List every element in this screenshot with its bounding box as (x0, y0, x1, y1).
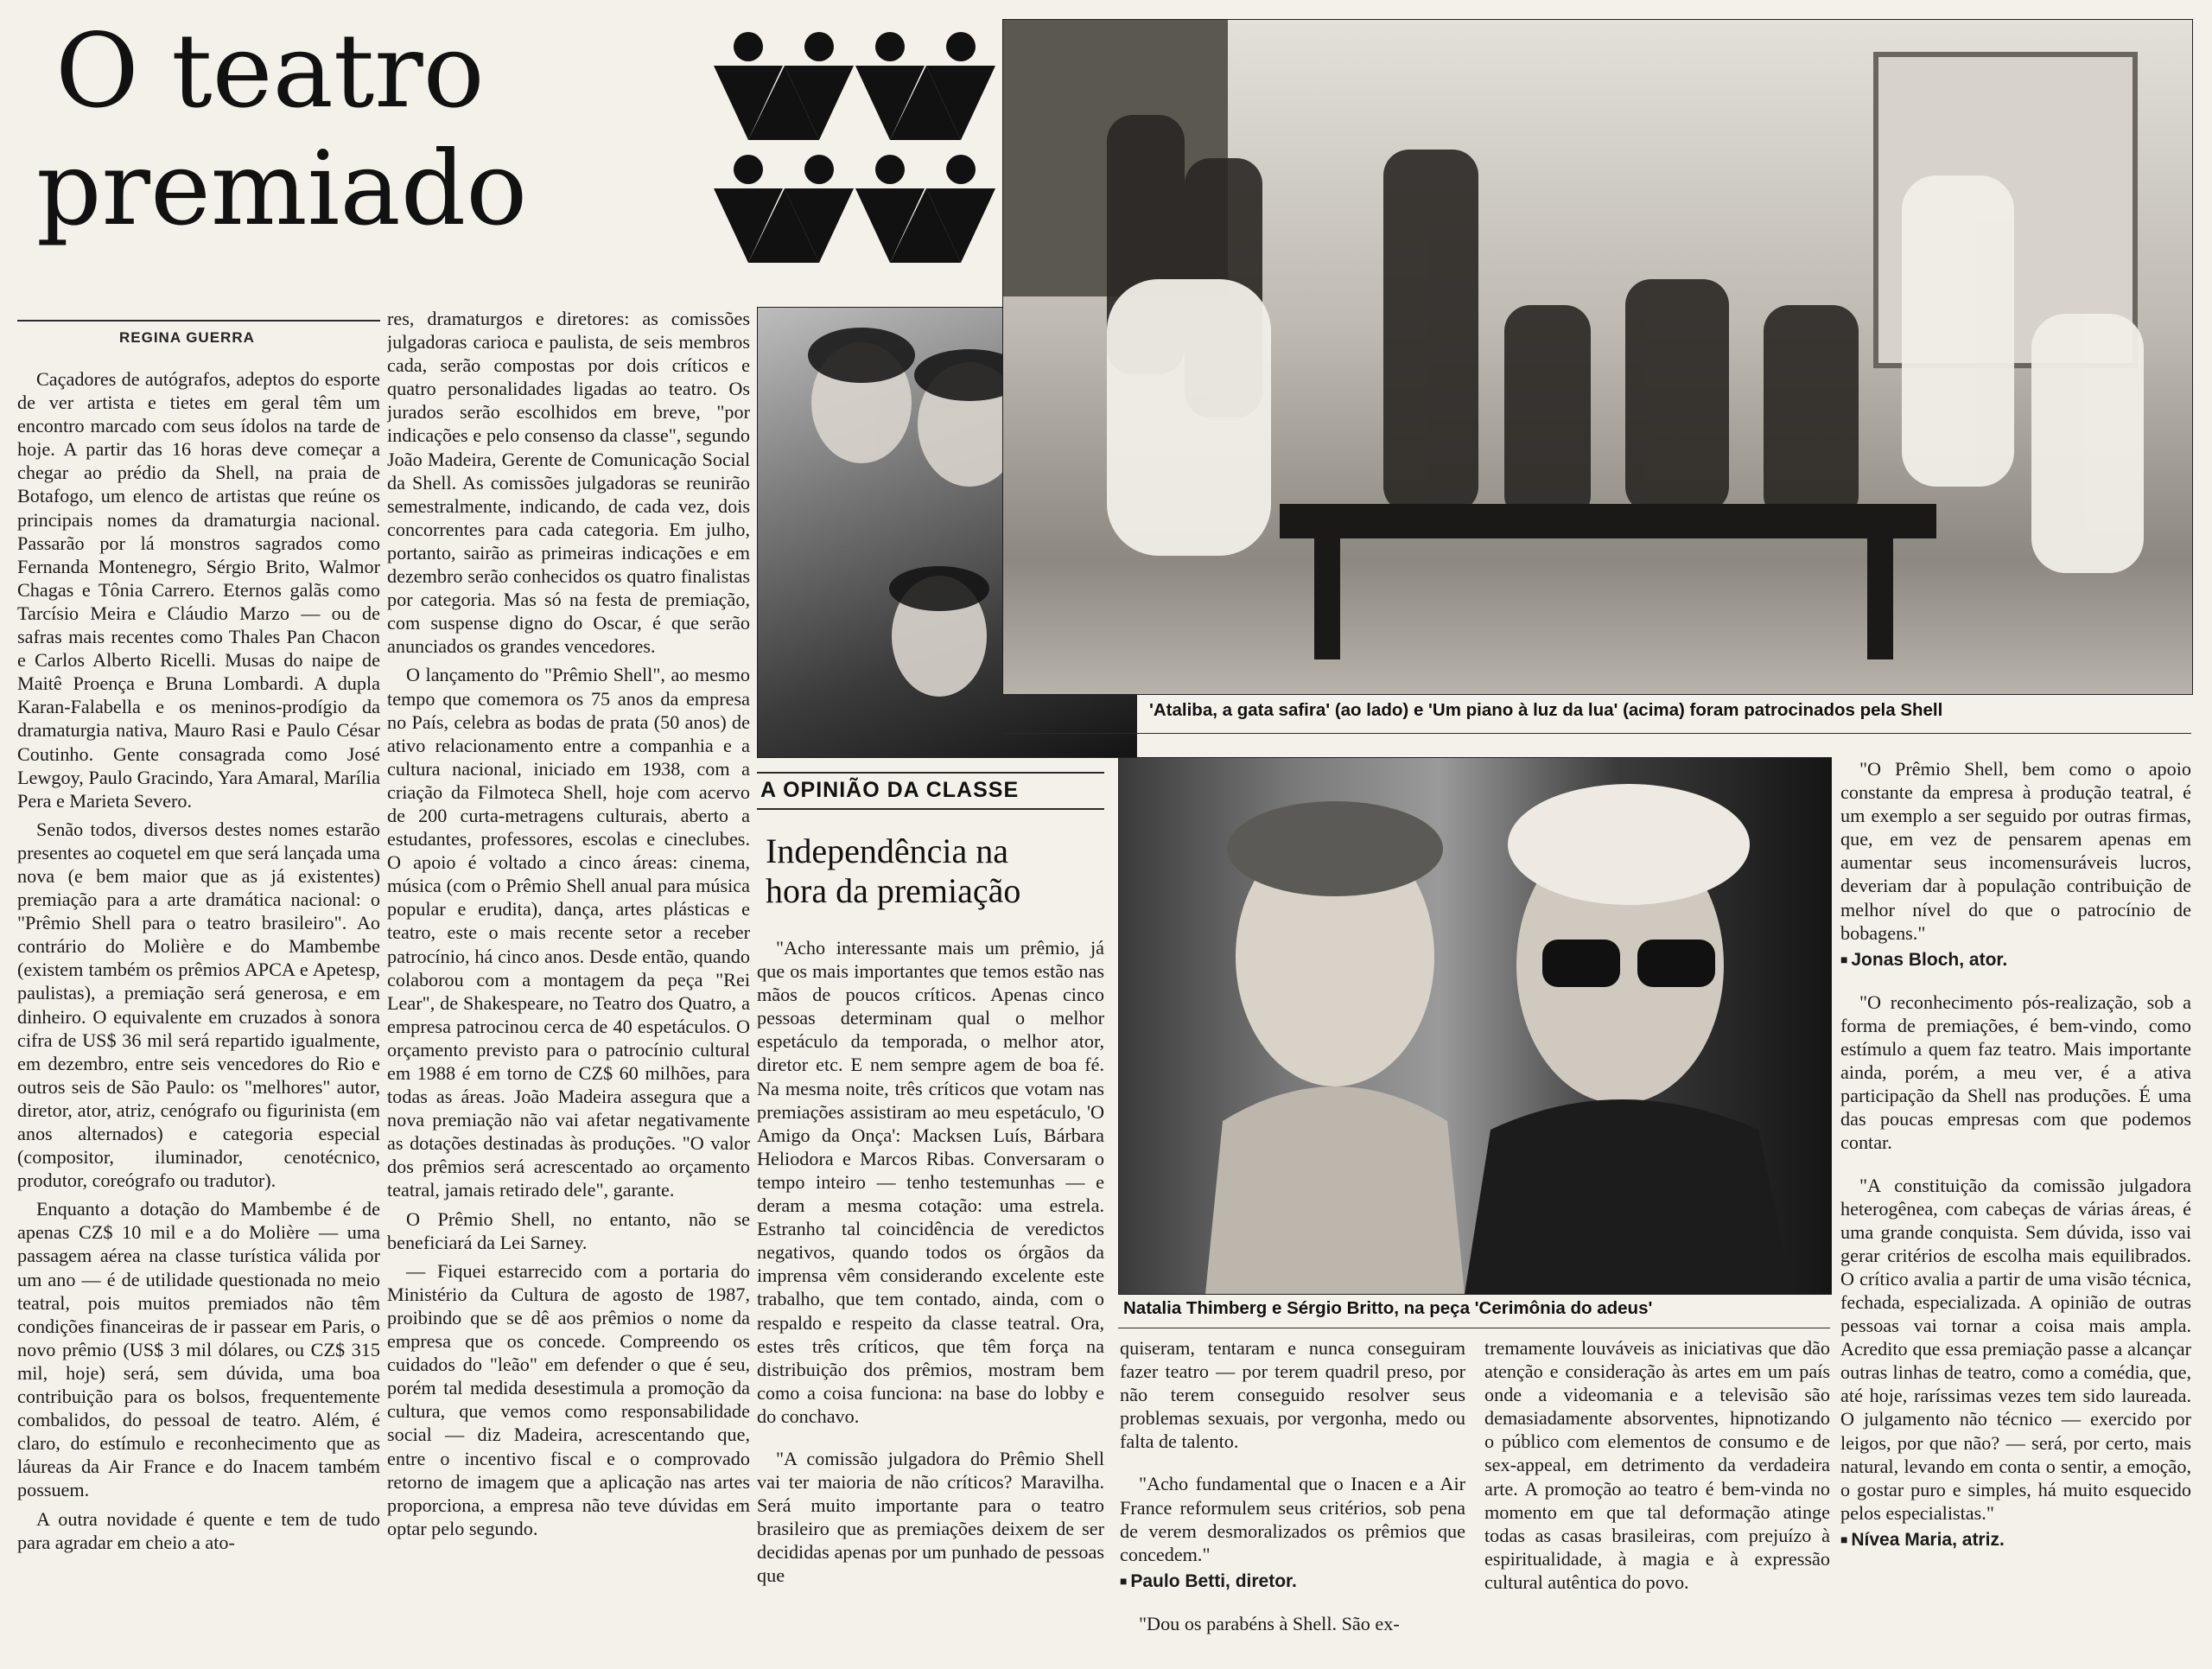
byline-rule (17, 320, 380, 322)
opinion-column-1 (757, 936, 1104, 1664)
paragraph: O lançamento do "Prêmio Shell", ao mesmo tempo que comemora os 75 anos da empresa no País, celebra as bodas de prata (50 anos) de ativo relacionamento entre a companhia e a cultura nacional, iniciado em 1938, com a criação da Filmoteca Shell, hoje com acervo de 200 curta-metragens culturais, aberto a estudantes, professores, escolas e cineclubes. O apoio é voltado a cinco áreas: cinema, música (com o Prêmio Shell anual para música popular e erudita), dança, artes plásticas e teatro, este o mais recente setor a receber patrocínio, há cinco anos. Desde então, quando colaborou com a montagem da peça "Rei Lear", de Shakespeare, no Teatro dos Quatro, a empresa patrocinou cerca de 40 espetáculos. O orçamento previsto para o patrocínio cultural em 1988 é em torno de CZ$ 60 milhões, para todas as áreas. João Madeira assegura que a nova premiação não vai afetar negativamente as dotações destinadas às produções. "O valor dos prêmios será acrescentado ao orçamento teatral, jamais retirado dele", garante. (387, 664, 750, 1201)
paragraph: A outra novidade é quente e tem de tudo para agradar em cheio a ato- (17, 1507, 380, 1553)
headline-line-2: premiado (36, 129, 528, 248)
section-title-line-1: Independência na (766, 831, 1008, 870)
section-tag: A OPINIÃO DA CLASSE (760, 778, 1020, 802)
caption-top-photos: 'Ataliba, a gata safira' (ao lado) e 'Um piano à luz da lua' (acima) foram patrocinados pela Shell (1149, 700, 1943, 720)
quote-paragraph: "Acho fundamental que o Inacen e a Air France reformulem seus critérios, sob pena de verem desmoralizados os prêmios que concedem." (1120, 1473, 1465, 1565)
opinion-column-2 (1120, 1336, 1465, 1665)
quote-paragraph: "Acho interessante mais um prêmio, já que os mais importantes que temos estão nas mãos de poucos críticos. Apenas cinco pessoas determinam qual o melhor espetáculo da temporada, o melhor ator, diretor etc. E nem sempre agem de boa fé. Na mesma noite, três críticos que votam nas premiações assistiram ao meu espetáculo, 'O Amigo da Onça': Macksen Luís, Bárbara Heliodora e Marcos Ribas. Conversaram o tempo inteiro — tenho testemunhas — e deram a mesma cotação: uma estrela. Estranho tal coincidência de veredictos negativos, quando todos os órgãos da imprensa vêm considerando excelente este trabalho, que tem contado, ainda, com o respaldo e respeito da classe teatral. Ora, estes três críticos, que têm força na distribuição dos prêmios, mostram bem como a coisa funciona: na base do lobby e do conchavo. (757, 937, 1104, 1427)
paragraph: Caçadores de autógrafos, adeptos do esporte de ver artista e tietes em geral têm um encontro marcado com seus ídolos na tarde de hoje. A partir das 16 horas deve começar a chegar ao prédio da Shell, na praia de Botafogo, um elenco de artistas que reúne os principais nomes da dramaturgia nacional. Passarão por lá monstros sagrados como Fernanda Montenegro, Sérgio Brito, Walmor Chagas e Tônia Carrero. Eternos galãs como Tarcísio Meira e Cláudio Marzo — ou de safras mais recentes como Thales Pan Chacon e Carlos Alberto Ricelli. Musas do naipe de Maitê Proença e Bruna Lombardi. A dupla Karan-Falabella e os meninos-prodígio da dramaturgia nativa, Mauro Rasi e Paulo César Coutinho. Gente consagrada como José Lewgoy, Paulo Gracindo, Yara Amaral, Marília Pera e Marieta Severo. (17, 368, 380, 812)
photo-stage-cast-icon (1003, 20, 2192, 694)
section-title-line-2: hora da premiação (766, 871, 1021, 910)
byline: REGINA GUERRA (119, 329, 255, 346)
photo-cerimonia-do-adeus (1118, 757, 1832, 1295)
article-column-2 (387, 307, 750, 1664)
quote-paragraph: tremamente louváveis as iniciativas que dão atenção e consideração às artes em um país onde a videomania e a televisão são demasiadamente absorventes, hipnotizando o público com elementos de consumo e de sex-appeal, em detrimento da verdadeira arte. A promoção ao teatro é bem-vinda no momento em que tal deformação atinge todas as casas brasileiras, com prejuízo à espiritualidade, à magia e à expressão cultural autêntica do povo. (1484, 1337, 1830, 1593)
signature-nivea-maria: ■ Nívea Maria, atriz. (1840, 1528, 2191, 1551)
photo-two-actors-icon (1119, 758, 1831, 1294)
caption-rule (1002, 733, 2191, 734)
paragraph: O Prêmio Shell, no entanto, não se beneficiará da Lei Sarney. (387, 1207, 750, 1253)
signature-jonas-bloch: ■ Jonas Bloch, ator. (1840, 948, 2191, 971)
premio-shell-logo-icon (714, 29, 999, 270)
quote-paragraph: "A constituição da comissão julgadora heterogênea, com cabeças de várias áreas, é uma grande conquista. Sem dúvida, isso vai gerar critérios de escolha mais equilibrados. O crítico avalia a partir de uma visão técnica, fechada, especializada. A opinião de outras pessoas vai tornar a coisa mais ampla. Acredito que essa premiação passe a alcançar outras linhas de teatro, como a comédia, que, até hoje, raríssimas vezes tem sido laureada. O julgamento não técnico — exercido por leigos, por que não? — será, por certo, mais natural, levando em conta o sentir, a emoção, o gostar puro e simples, há muito esquecido pelos especialistas." (1840, 1174, 2191, 1524)
article-column-1 (17, 367, 380, 1664)
paragraph: Enquanto a dotação do Mambembe é de apenas CZ$ 10 mil e a do Molière — uma passagem aérea na classe turística válida por um ano — é de utilidade questionada no meio teatral, pois muitos premiados não têm condições financeiras de ir passear em Paris, o novo prêmio (US$ 3 mil dólares, ou CZ$ 315 mil, hoje) será, sem dúvida, uma boa contribuição para os bolsos, frequentemente combalidos, do pessoal de teatro. Além, é claro, do estímulo e reconhecimento que as láureas da Air France e do Inacem também possuem. (17, 1198, 380, 1501)
section-rule-top (757, 772, 1104, 774)
signature-paulo-betti: ■ Paulo Betti, diretor. (1120, 1570, 1465, 1593)
headline-line-1: O teatro (55, 11, 485, 131)
photo-um-piano-a-luz-da-lua (1002, 19, 2193, 695)
quote-paragraph: "Dou os parabéns à Shell. São ex- (1139, 1612, 1400, 1634)
paragraph: res, dramaturgos e diretores: as comissões julgadoras carioca e paulista, de seis membros cada, serão compostas por dois críticos e quatro personalidades ligadas ao teatro. Os jurados serão escolhidos em breve, "por indicações e pelo consenso da classe", segundo João Madeira, Gerente de Comunicação Social da Shell. As comissões julgadoras se reunirão semestralmente, indicando, de cada vez, dois concorrentes para cada categoria. Em julho, portanto, sairão as primeiras indicações e em dezembro serão conhecidos os quatro finalistas por categoria. Mas só na festa de premiação, com suspense digno do Oscar, é que serão anunciados os grandes vencedores. (387, 308, 750, 658)
paragraph: Senão todos, diversos destes nomes estarão presentes ao coquetel em que será lançada uma nova (e bem maior que as já existentes) premiação para a arte dramática nacional: o "Prêmio Shell para o teatro brasileiro". Ao contrário do Molière e do Mambembe (existem também os prêmios APCA e Apetesp, paulistas), a premiação será generosa, e em dinheiro. O equivalente em cruzados à sonora cifra de US$ 36 mil será repartido igualmente, em dezembro, entre seis vencedores do Rio e outros seis de São Paulo: os "melhores" autor, diretor, ator, atriz, cenógrafo ou figurinista (em anos alternados) e categoria especial (compositor, iluminador, cenotécnico, produtor, coreógrafo ou tradutor). (17, 818, 380, 1192)
opinion-column-4 (1840, 757, 2191, 1665)
caption-cerimonia-do-adeus: Natalia Thimberg e Sérgio Britto, na peça 'Cerimônia do adeus' (1123, 1298, 1653, 1318)
quote-paragraph: "O Prêmio Shell, bem como o apoio constante da empresa à produção teatral, é um exemplo a ser seguido por outras firmas, que, em vez de pensarem apenas em aumentar seus incomensuráveis lucros, deveriam dar à população contribuição de melhor nível do que o patrocínio de bobagens." (1840, 758, 2191, 944)
paragraph: — Fiquei estarrecido com a portaria do Ministério da Cultura de agosto de 1987, proibindo que se dê aos prêmios o nome da empresa que os concede. Compreendo os cuidados do "leão" em defender o que é seu, porém tal medida desestimula a promoção da cultura, que vemos como responsabilidade social — diz Madeira, acrescentando que, entre o incentivo fiscal e o comprovado retorno de imagem que a aplicação nas artes proporciona, a empresa não teve dúvidas em optar pelo segundo. (387, 1259, 750, 1539)
section-title (766, 831, 1020, 911)
quote-paragraph: "A comissão julgadora do Prêmio Shell vai ter maioria de não críticos? Maravilha. Será muito importante para o teatro brasileiro que as premiações deixem de ser decididas apenas por um punhado de pessoas que (757, 1447, 1104, 1587)
quote-paragraph: "O reconhecimento pós-realização, sob a forma de premiações, é bem-vindo, como estímulo a quem faz teatro. Mais importante ainda, porém, a meu ver, é a ativa participação da Shell nas produções. É uma das poucas empresas com que podemos contar. (1840, 991, 2191, 1154)
section-rule-bottom (757, 808, 1104, 810)
opinion-column-3 (1484, 1336, 1830, 1665)
quote-paragraph: quiseram, tentaram e nunca conseguiram fazer teatro — por terem quadril preso, por não terem conseguido resolver seus problemas sexuais, por vergonha, medo ou falta de talento. (1120, 1337, 1465, 1453)
